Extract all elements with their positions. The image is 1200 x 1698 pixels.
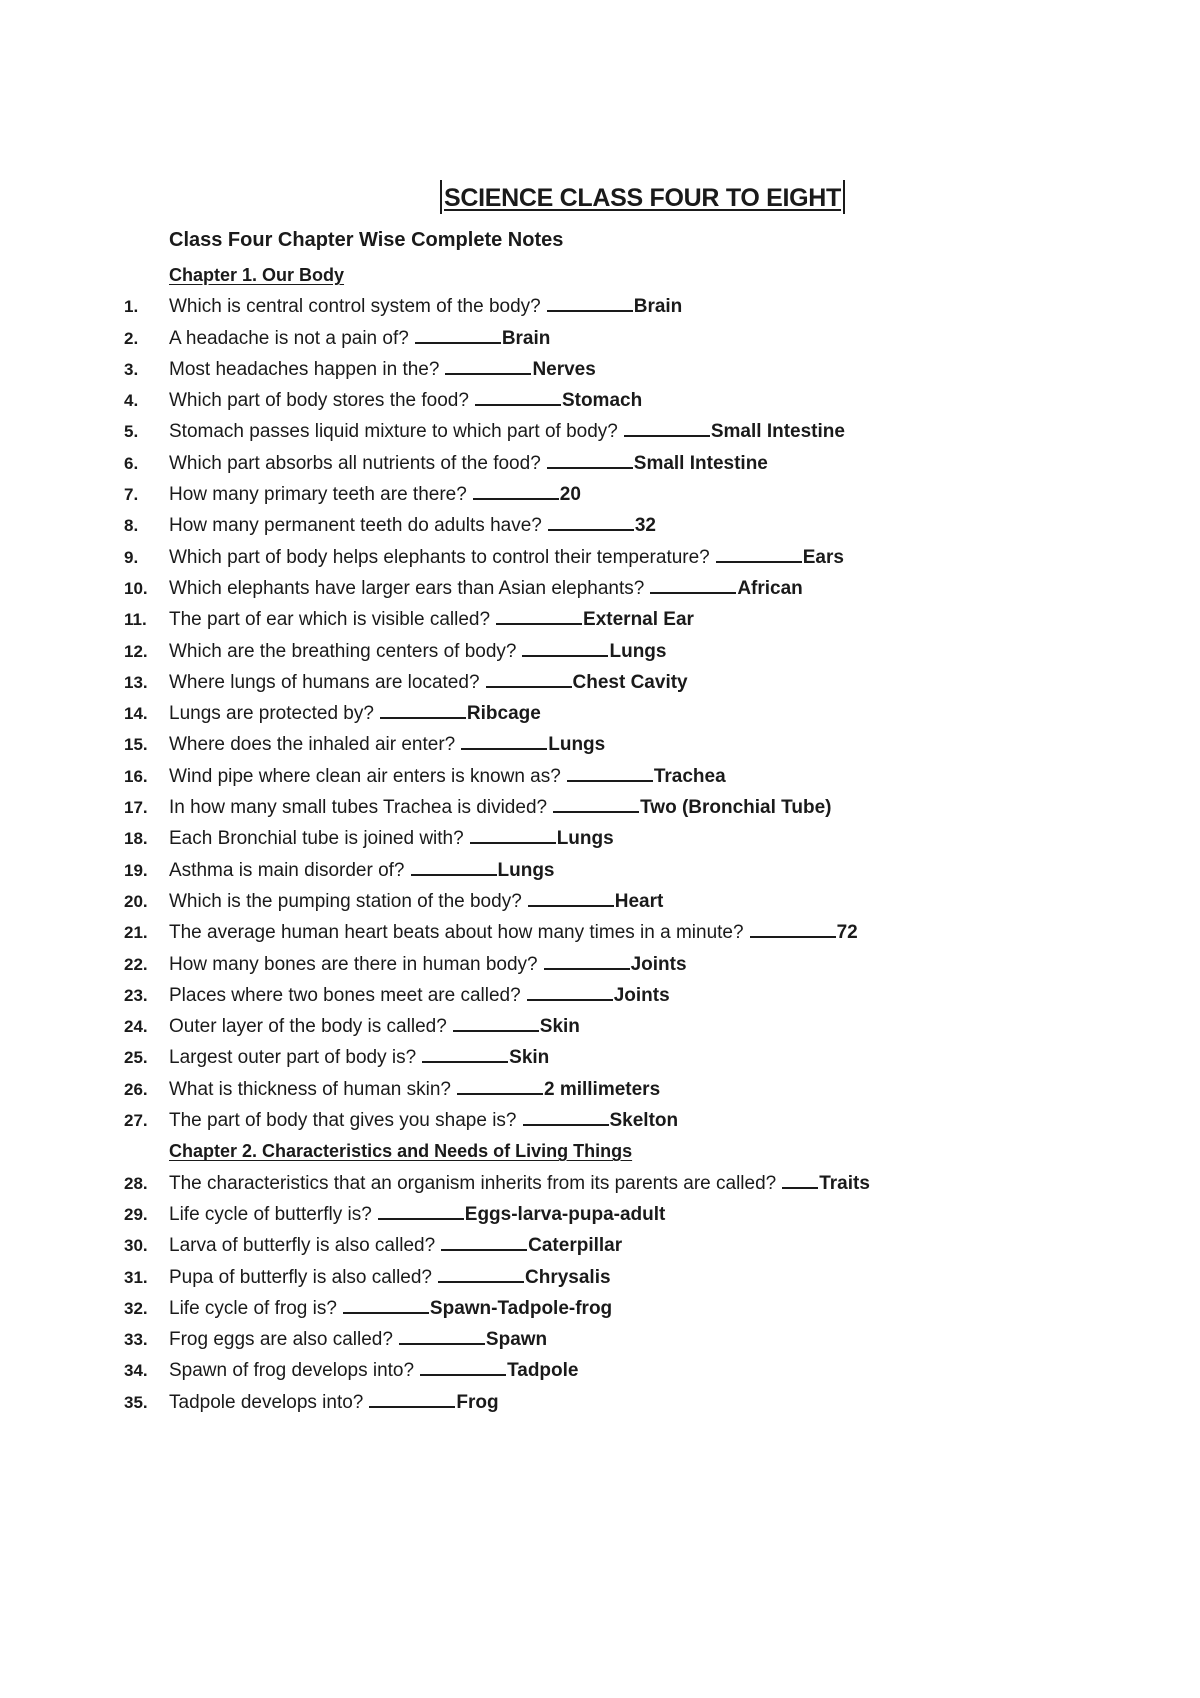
answer-blank [567,762,653,782]
question-row [120,604,1160,635]
question-text: Tadpole develops into? [169,1391,364,1413]
question-text: Spawn of frog develops into? [169,1360,415,1382]
question-row [120,416,1160,447]
answer-blank [486,668,572,688]
question-number: 16. [124,766,148,786]
question-number: 34. [124,1361,148,1381]
answer-blank [716,543,802,563]
question-line [169,667,688,698]
question-row [120,949,1160,980]
question-row [120,667,1160,698]
question-text: The part of body that gives you shape is? [169,1110,517,1132]
answer-blank [523,1106,609,1126]
question-text: Places where two bones meet are called? [169,984,521,1006]
question-line [169,636,666,667]
answer-text: Joints [630,953,687,975]
answer-text: Lungs [609,640,667,662]
answer-blank [453,1012,539,1032]
answer-text: 2 millimeters [543,1078,661,1100]
answer-blank [750,918,836,938]
question-row [120,323,1160,354]
question-row [120,573,1160,604]
answer-blank [547,292,633,312]
answer-text: Lungs [556,828,614,850]
answer-blank [369,1388,455,1408]
question-line [169,1199,665,1230]
answer-text: Tadpole [507,1360,579,1382]
question-line [169,1011,580,1042]
question-text: Life cycle of frog is? [169,1297,337,1319]
answer-text: Lungs [548,734,606,756]
question-row [120,698,1160,729]
question-number: 24. [124,1017,148,1037]
question-number: 32. [124,1298,148,1318]
question-row [120,385,1160,416]
answer-text: African [737,577,803,599]
question-line [169,886,663,917]
question-line [169,1355,579,1386]
question-row [120,354,1160,385]
question-row [120,1387,1160,1418]
answer-blank [496,605,582,625]
question-text: Life cycle of butterfly is? [169,1203,372,1225]
answer-text: External Ear [583,609,694,631]
question-number: 14. [124,704,148,724]
question-text: Which is central control system of the body? [169,296,541,318]
question-text: Which part of body helps elephants to control their temperature? [169,546,710,568]
question-text: The characteristics that an organism inherits from its parents are called? [169,1172,777,1194]
question-line [169,448,768,479]
question-text: Which is the pumping station of the body? [169,890,522,912]
answer-blank [441,1231,527,1251]
question-row [120,917,1160,948]
question-number: 7. [124,485,139,505]
question-number: 25. [124,1048,148,1068]
question-line [169,1262,611,1293]
question-row [120,1042,1160,1073]
question-line [169,729,605,760]
answer-text: Two (Bronchial Tube) [640,797,832,819]
answer-text: Trachea [653,765,726,787]
question-number: 31. [124,1267,148,1287]
question-line [169,573,803,604]
answer-text: Frog [456,1391,499,1413]
question-row [120,1230,1160,1261]
question-line [169,761,726,792]
answer-text: Caterpillar [528,1235,623,1257]
question-number: 22. [124,954,148,974]
question-row [120,1324,1160,1355]
question-row [120,980,1160,1011]
question-line [169,385,642,416]
answer-blank [782,1169,818,1189]
question-number: 19. [124,860,148,880]
question-line [169,980,670,1011]
question-text: Which part absorbs all nutrients of the food? [169,452,541,474]
answer-text: Spawn [485,1329,548,1351]
answer-blank [343,1294,429,1314]
question-text: Which are the breathing centers of body? [169,640,517,662]
question-row [120,1262,1160,1293]
answer-blank [378,1200,464,1220]
answer-blank [624,417,710,437]
answer-text: Traits [819,1172,870,1194]
question-text: Frog eggs are also called? [169,1329,393,1351]
question-line [169,823,614,854]
question-row [120,855,1160,886]
question-line [169,510,656,541]
question-row [120,1199,1160,1230]
answer-text: Skin [509,1047,550,1069]
question-text: How many primary teeth are there? [169,484,467,506]
question-row [120,1355,1160,1386]
question-line [169,1042,549,1073]
question-text: Asthma is main disorder of? [169,859,405,881]
question-number: 13. [124,672,148,692]
question-line [169,479,581,510]
chapter-heading-row [120,1136,1160,1167]
question-row [120,448,1160,479]
question-text: Largest outer part of body is? [169,1047,417,1069]
answer-text: Skelton [609,1110,679,1132]
answer-blank [473,480,559,500]
question-row [120,542,1160,573]
question-text: What is thickness of human skin? [169,1078,451,1100]
question-text: Wind pipe where clean air enters is known as? [169,765,561,787]
question-number: 29. [124,1204,148,1224]
question-number: 33. [124,1330,148,1350]
answer-blank [522,637,608,657]
answer-text: Spawn-Tadpole-frog [429,1297,613,1319]
answer-text: 32 [634,515,656,537]
question-text: Lungs are protected by? [169,703,374,725]
answer-text: Ears [802,546,844,568]
question-row [120,1168,1160,1199]
answer-blank [411,856,497,876]
question-text: Stomach passes liquid mixture to which part of body? [169,421,618,443]
question-number: 5. [124,422,139,442]
answer-blank [445,355,531,375]
answer-blank [548,511,634,531]
question-text: How many bones are there in human body? [169,953,538,975]
question-text: Which elephants have larger ears than Asian elephants? [169,577,645,599]
question-number: 8. [124,516,139,536]
answer-text: Ribcage [466,703,541,725]
question-row [120,510,1160,541]
question-line [169,1293,612,1324]
question-number: 21. [124,923,148,943]
answer-text: Small Intestine [710,421,845,443]
question-line [169,792,832,823]
answer-blank [527,981,613,1001]
question-text: Most headaches happen in the? [169,358,440,380]
question-number: 9. [124,547,139,567]
page-subtitle: Class Four Chapter Wise Complete Notes [169,229,564,251]
question-line [169,949,687,980]
question-text: In how many small tubes Trachea is divided? [169,797,548,819]
question-text: Where lungs of humans are located? [169,671,480,693]
question-row [120,636,1160,667]
answer-text: Chest Cavity [572,671,688,693]
answer-blank [461,730,547,750]
question-text: The average human heart beats about how many times in a minute? [169,922,744,944]
question-line [169,1105,678,1136]
question-number: 27. [124,1111,148,1131]
question-line [169,291,682,322]
answer-blank [438,1263,524,1283]
question-line [169,416,845,447]
question-text: The part of ear which is visible called? [169,609,491,631]
question-line [169,855,555,886]
chapter-heading: Chapter 2. Characteristics and Needs of Living Things [169,1141,633,1162]
question-line [169,698,541,729]
question-line [169,604,694,635]
question-line [169,542,844,573]
question-row [120,792,1160,823]
question-number: 11. [124,610,147,630]
question-number: 30. [124,1236,148,1256]
answer-blank [544,950,630,970]
question-number: 23. [124,985,148,1005]
question-number: 18. [124,829,148,849]
page-title: SCIENCE CLASS FOUR TO EIGHT [440,180,845,214]
question-number: 4. [124,391,139,411]
question-number: 12. [124,641,148,661]
answer-blank [422,1043,508,1063]
question-row [120,291,1160,322]
question-row [120,1105,1160,1136]
question-text: A headache is not a pain of? [169,327,409,349]
question-text: Which part of body stores the food? [169,390,469,412]
answer-text: 20 [559,484,581,506]
answer-text: Small Intestine [633,452,768,474]
answer-text: Joints [613,984,670,1006]
question-number: 2. [124,328,139,348]
answer-blank [547,449,633,469]
answer-text: Brain [633,296,683,318]
question-row [120,479,1160,510]
answer-text: Heart [614,890,664,912]
answer-text: Skin [539,1016,580,1038]
answer-blank [553,793,639,813]
question-text: Outer layer of the body is called? [169,1016,447,1038]
answer-blank [380,699,466,719]
question-row [120,823,1160,854]
question-text: Pupa of butterfly is also called? [169,1266,432,1288]
question-number: 3. [124,359,139,379]
question-number: 20. [124,891,148,911]
question-line [169,323,550,354]
question-number: 15. [124,735,148,755]
question-line [169,1230,622,1261]
answer-blank [415,324,501,344]
question-row [120,1011,1160,1042]
answer-text: Eggs-larva-pupa-adult [464,1203,666,1225]
question-text: Larva of butterfly is also called? [169,1235,436,1257]
question-row [120,1074,1160,1105]
answer-blank [650,574,736,594]
answer-text: Brain [501,327,551,349]
question-text: Each Bronchial tube is joined with? [169,828,464,850]
question-number: 35. [124,1392,148,1412]
question-row [120,729,1160,760]
question-list [120,260,1160,1418]
question-line [169,1168,870,1199]
question-line [169,917,858,948]
answer-text: Lungs [497,859,555,881]
answer-blank [528,887,614,907]
answer-blank [420,1356,506,1376]
answer-text: Nerves [532,358,596,380]
question-line [169,1324,547,1355]
question-line [169,1074,660,1105]
question-row [120,1293,1160,1324]
answer-blank [457,1075,543,1095]
answer-blank [399,1325,485,1345]
question-text: How many permanent teeth do adults have? [169,515,542,537]
chapter-heading-row [120,260,1160,291]
answer-blank [475,386,561,406]
question-number: 28. [124,1173,148,1193]
question-line [169,354,596,385]
answer-text: Chrysalis [525,1266,611,1288]
answer-text: 72 [836,922,858,944]
answer-blank [470,824,556,844]
answer-text: Stomach [561,390,643,412]
chapter-heading: Chapter 1. Our Body [169,265,345,285]
question-number: 17. [124,798,148,818]
question-number: 6. [124,453,139,473]
question-number: 26. [124,1079,148,1099]
question-row [120,886,1160,917]
question-line [169,1387,499,1418]
question-text: Where does the inhaled air enter? [169,734,456,756]
question-number: 10. [124,578,148,598]
question-number: 1. [124,297,139,317]
question-row [120,761,1160,792]
